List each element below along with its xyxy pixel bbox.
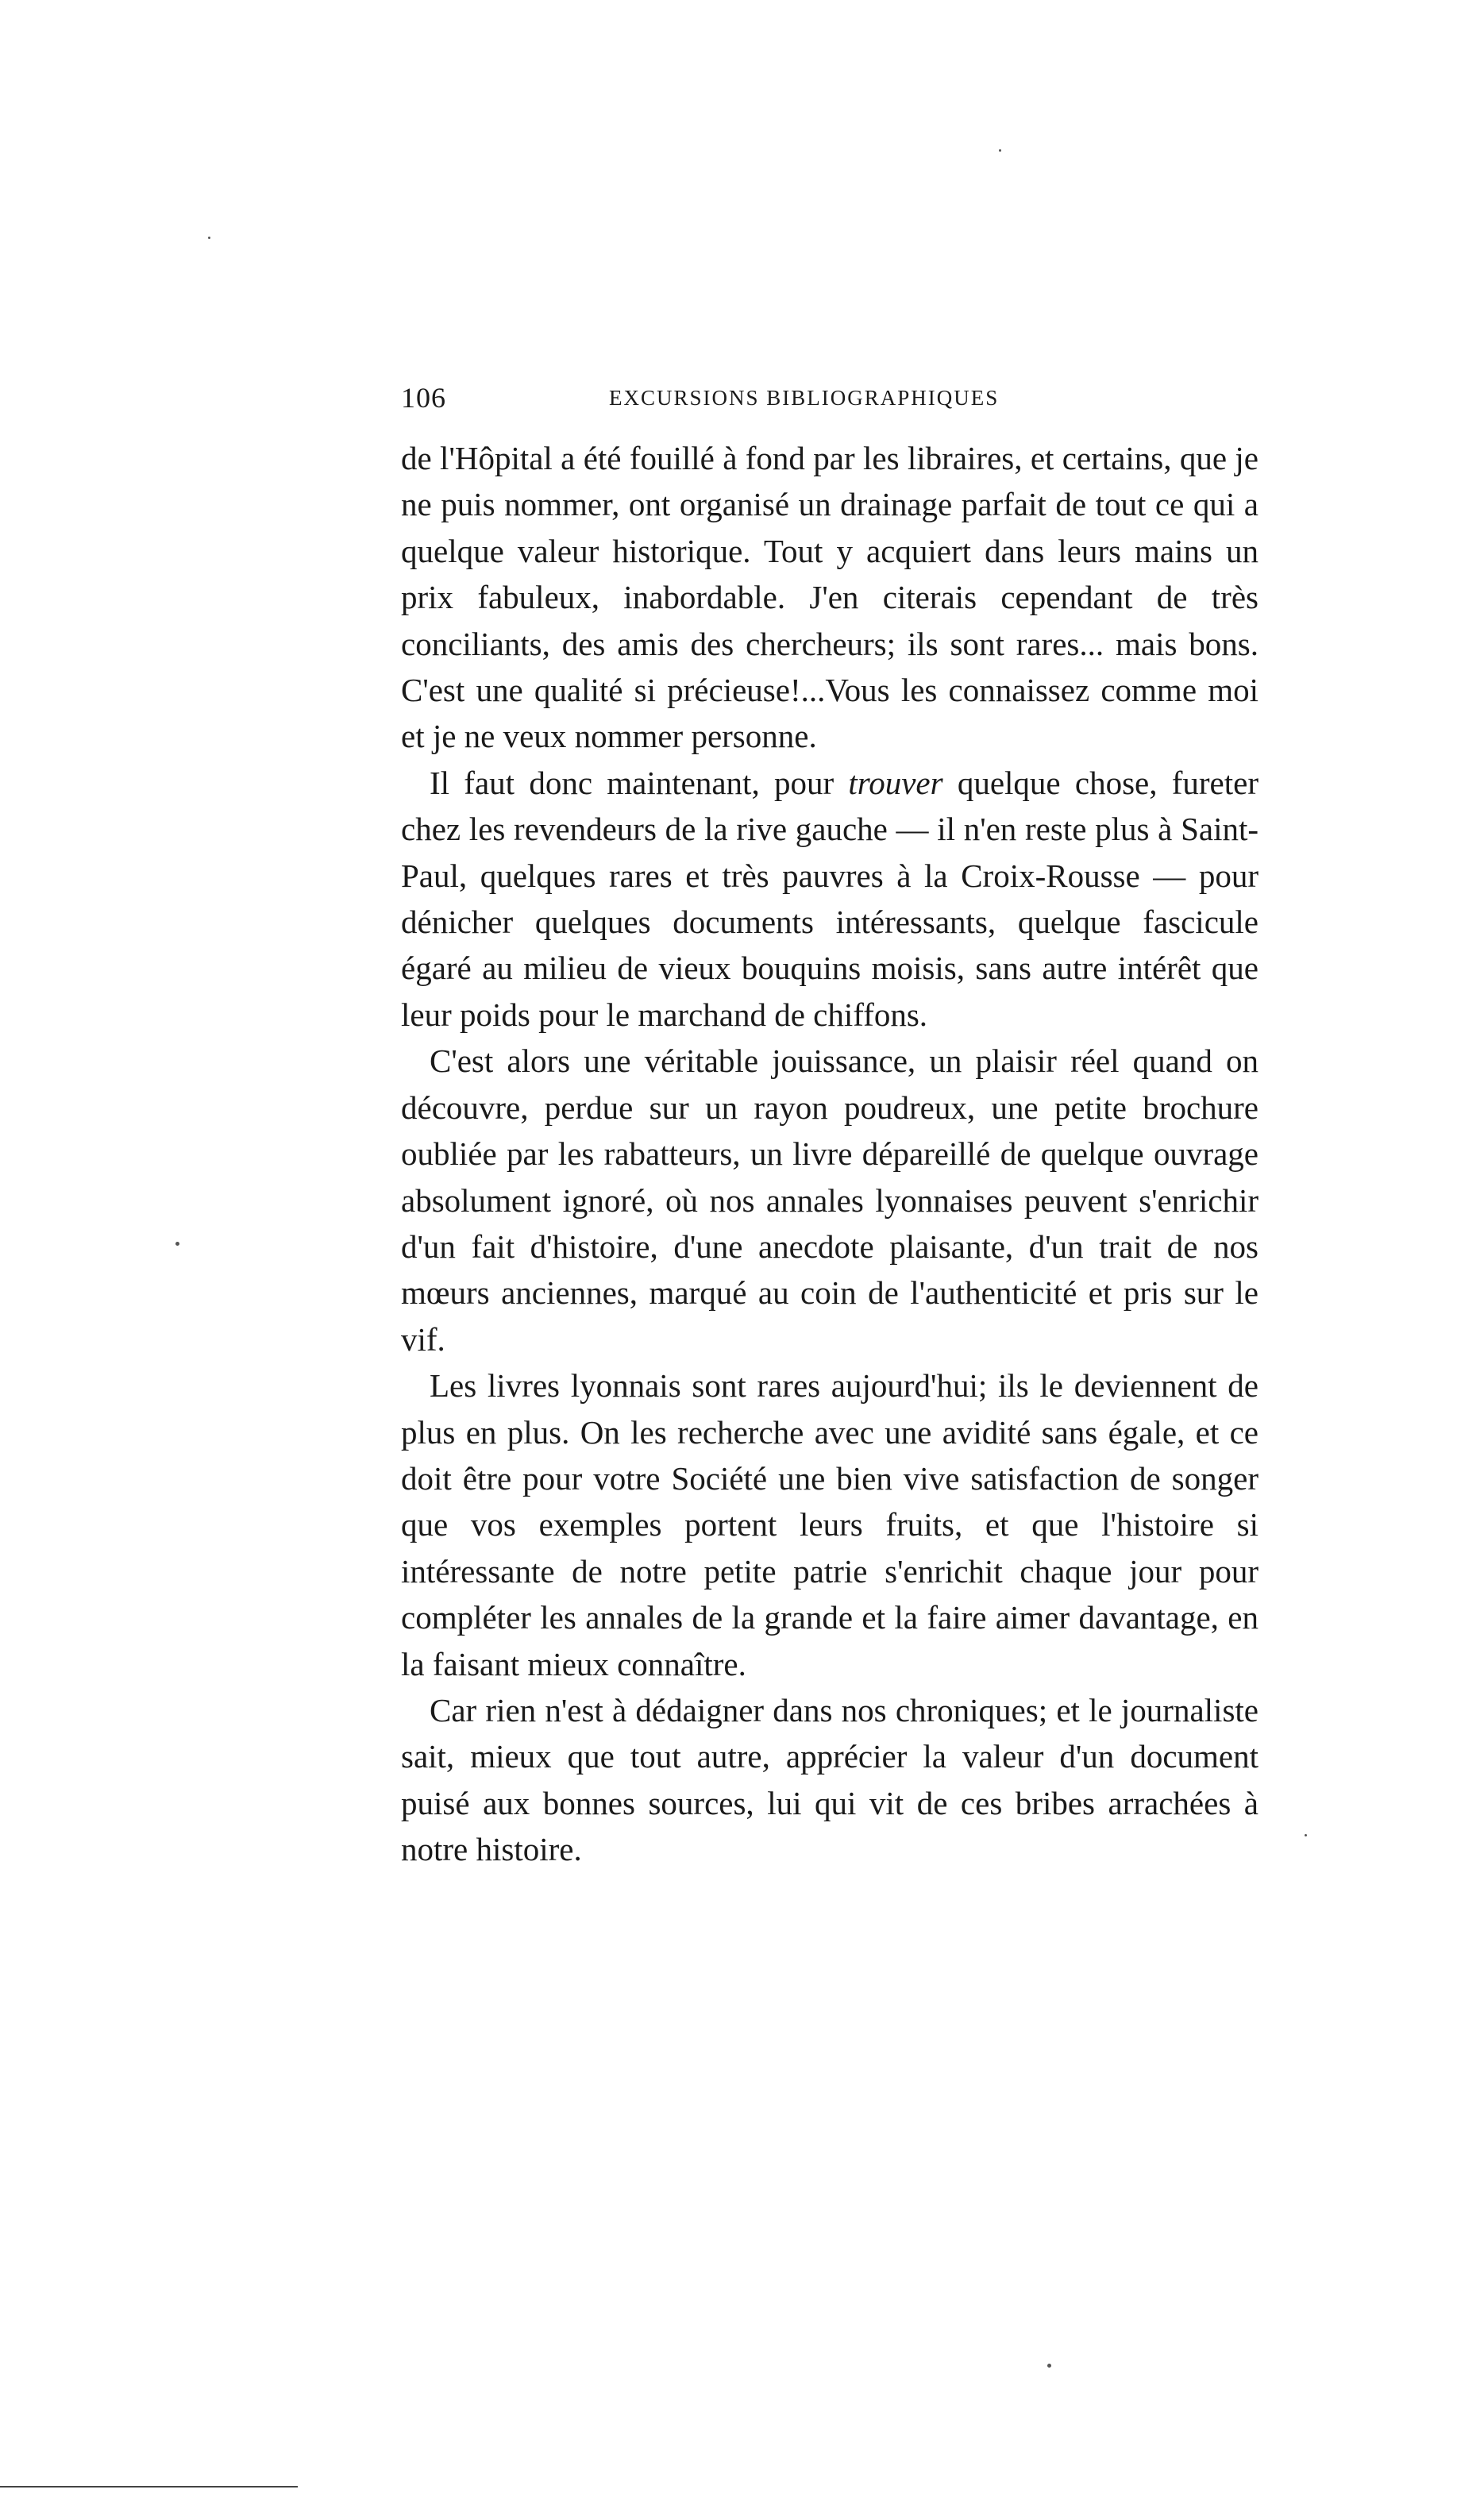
body-text [401, 435, 1259, 1873]
page-header [401, 381, 1259, 429]
ink-speck [1047, 2364, 1051, 2368]
paragraph-2 [401, 760, 1259, 1038]
paragraph-2-end: quelque chose, fureter chez les revendeurs de la rive gauche — il n'en reste plus à Saint-Paul, quelques rares et très pauvres à la Croix-Rousse — pour dénicher quelques documents intéressants, quelque fascicule égaré au milieu de vieux bouquins moisis, sans autre intérêt que leur poids pour le marchand de chiffons. [401, 764, 1259, 1033]
running-title: EXCURSIONS BIBLIOGRAPHIQUES [609, 386, 1000, 410]
ink-speck [208, 237, 210, 239]
bottom-edge-rule [0, 2486, 298, 2488]
paragraph-3: C'est alors une véritable jouissance, un plaisir réel quand on découvre, perdue sur un rayon poudreux, une petite brochure oubliée par les rabatteurs, un livre dépareillé de quelque ouvrage absolument ignoré, où nos annales lyonnaises peuvent s'enrichir d'un fait d'histoire, d'une anecdote plaisante, d'un trait de nos mœurs anciennes, marqué au coin de l'authenticité et pris sur le vif. [401, 1042, 1259, 1358]
ink-speck [1305, 1834, 1307, 1836]
ink-speck [999, 149, 1001, 152]
paragraph-4: Les livres lyonnais sont rares aujourd'hui; ils le deviennent de plus en plus. On les recherche avec une avidité sans égale, et ce doit être pour votre Société une bien vive satisfaction de songer que vos exemples portent leurs fruits, et que l'histoire si intéressante de notre petite patrie s'enrichit chaque jour pour compléter les annales de la grande et la faire aimer davantage, en la faisant mieux connaître. [401, 1367, 1259, 1682]
paragraph-5: Car rien n'est à dédaigner dans nos chroniques; et le journaliste sait, mieux que tout autre, apprécier la valeur d'un document puisé aux bonnes sources, lui qui vit de ces bribes arrachées à notre histoire. [401, 1691, 1259, 1868]
ink-speck [175, 1242, 179, 1246]
page-number: 106 [401, 382, 446, 414]
paragraph-1: de l'Hôpital a été fouillé à fond par les libraires, et certains, que je ne puis nommer, ont organisé un drainage parfait de tout ce qui a quelque valeur historique. Tout y acquiert dans leurs mains un prix fabuleux, inabordable. J'en citerais cependant de très conciliants, des amis des chercheurs; ils sont rares... mais bons. C'est une qualité si précieuse!...Vous les connaissez comme moi et je ne veux nommer personne. [401, 440, 1259, 755]
paragraph-2-start: Il faut donc maintenant, pour [430, 764, 849, 801]
emphasis-trouver: trouver [848, 764, 943, 801]
